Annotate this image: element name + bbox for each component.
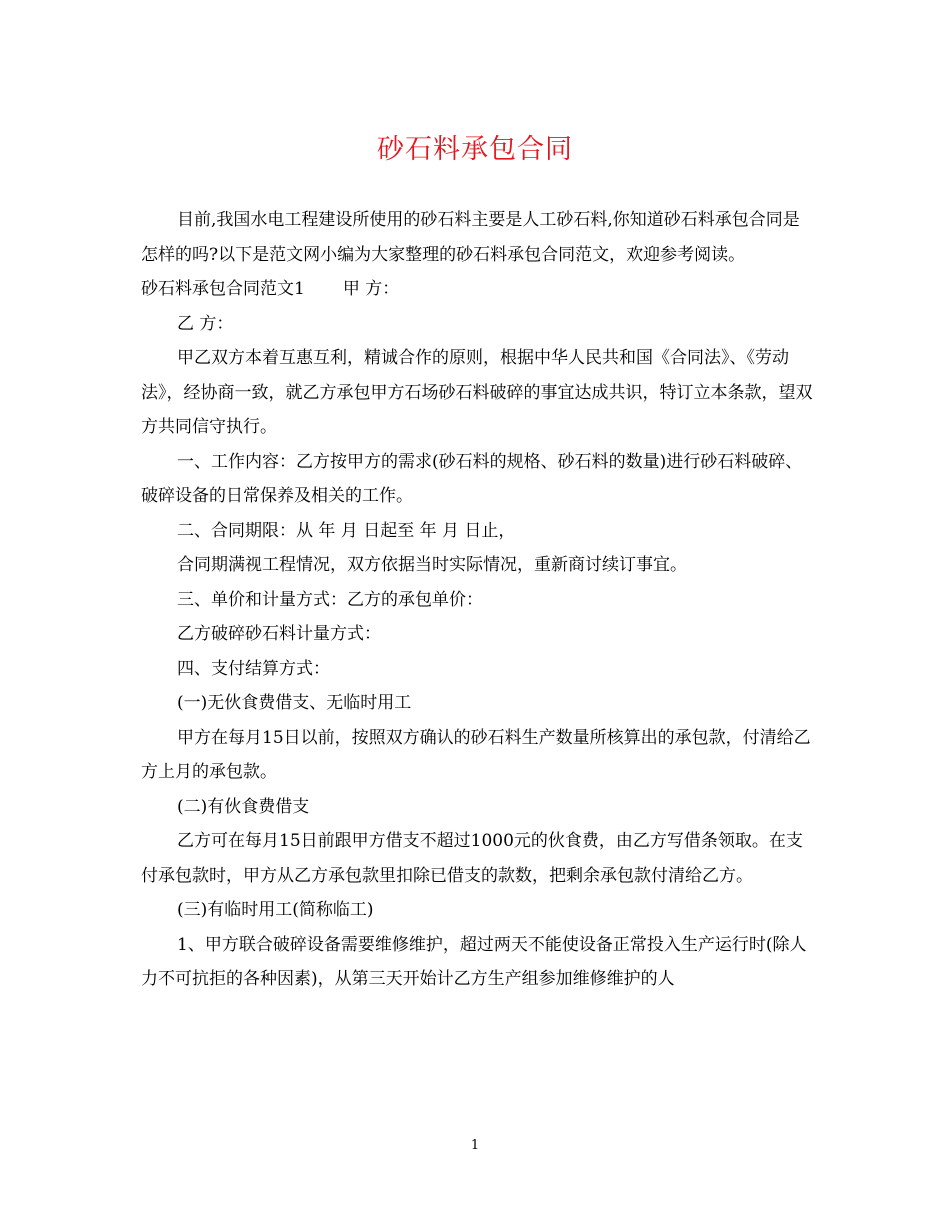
clause-1-work-content: 一、工作内容：乙方按甲方的需求(砂石料的规格、砂石料的数量)进行砂石料破碎、破碎设备的日常保养及相关的工作。 bbox=[141, 451, 803, 506]
party-b-label: 乙 方： bbox=[177, 313, 234, 334]
clause-4-1-text: 甲方在每月15日以前，按照双方确认的砂石料生产数量所核算出的承包款，付清给乙方上月的承包款。 bbox=[141, 727, 811, 782]
clause-4-1-heading: (一)无伙食费借支、无临时用工 bbox=[177, 693, 412, 713]
clause-4-2-heading: (二)有伙食费借支 bbox=[177, 796, 310, 817]
party-a-label: 甲 方： bbox=[342, 279, 400, 299]
clause-4-payment: 四、支付结算方式： bbox=[177, 658, 330, 679]
page-number: 1 bbox=[470, 1138, 480, 1153]
intro-paragraph: 目前,我国水电工程建设所使用的砂石料主要是人工砂石料,你知道砂石料承包合同是怎样的吗?以下是范文网小编为大家整理的砂石料承包合同范文，欢迎参考阅读。 bbox=[141, 210, 800, 265]
clause-3-measurement: 乙方破碎砂石料计量方式： bbox=[177, 624, 381, 644]
document-title: 砂石料承包合同 bbox=[377, 134, 573, 165]
heading-line bbox=[141, 272, 813, 307]
clause-4-2-text: 乙方可在每月15日前跟甲方借支不超过1000元的伙食费，由乙方写借条领取。在支付承包款时，甲方从乙方承包款里扣除已借支的款数，把剩余承包款付清给乙方。 bbox=[141, 831, 803, 886]
preamble-paragraph: 甲乙双方本着互惠互利，精诚合作的原则，根据中华人民共和国《合同法》、《劳动法》，经协商一致，就乙方承包甲方石场砂石料破碎的事宜达成共识，特订立本条款，望双方共同信守执行。 bbox=[141, 348, 813, 437]
clause-3-unit-price: 三、单价和计量方式：乙方的承包单价： bbox=[177, 589, 483, 610]
clause-2-renewal: 合同期满视工程情况，双方依据当时实际情况，重新商讨续订事宜。 bbox=[177, 555, 687, 575]
clause-2-term: 二、合同期限：从 年 月 日起至 年 月 日止， bbox=[177, 520, 516, 541]
clause-4-3-item-1: 1、甲方联合破碎设备需要维修维护，超过两天不能使设备正常投入生产运行时(除人力不可抗拒的各种因素)，从第三天开始计乙方生产组参加维修维护的人 bbox=[141, 934, 807, 989]
clause-4-3-heading: (三)有临时用工(简称临工) bbox=[177, 900, 374, 920]
document-body bbox=[141, 203, 813, 997]
sample-heading: 砂石料承包合同范文1 bbox=[141, 279, 305, 299]
